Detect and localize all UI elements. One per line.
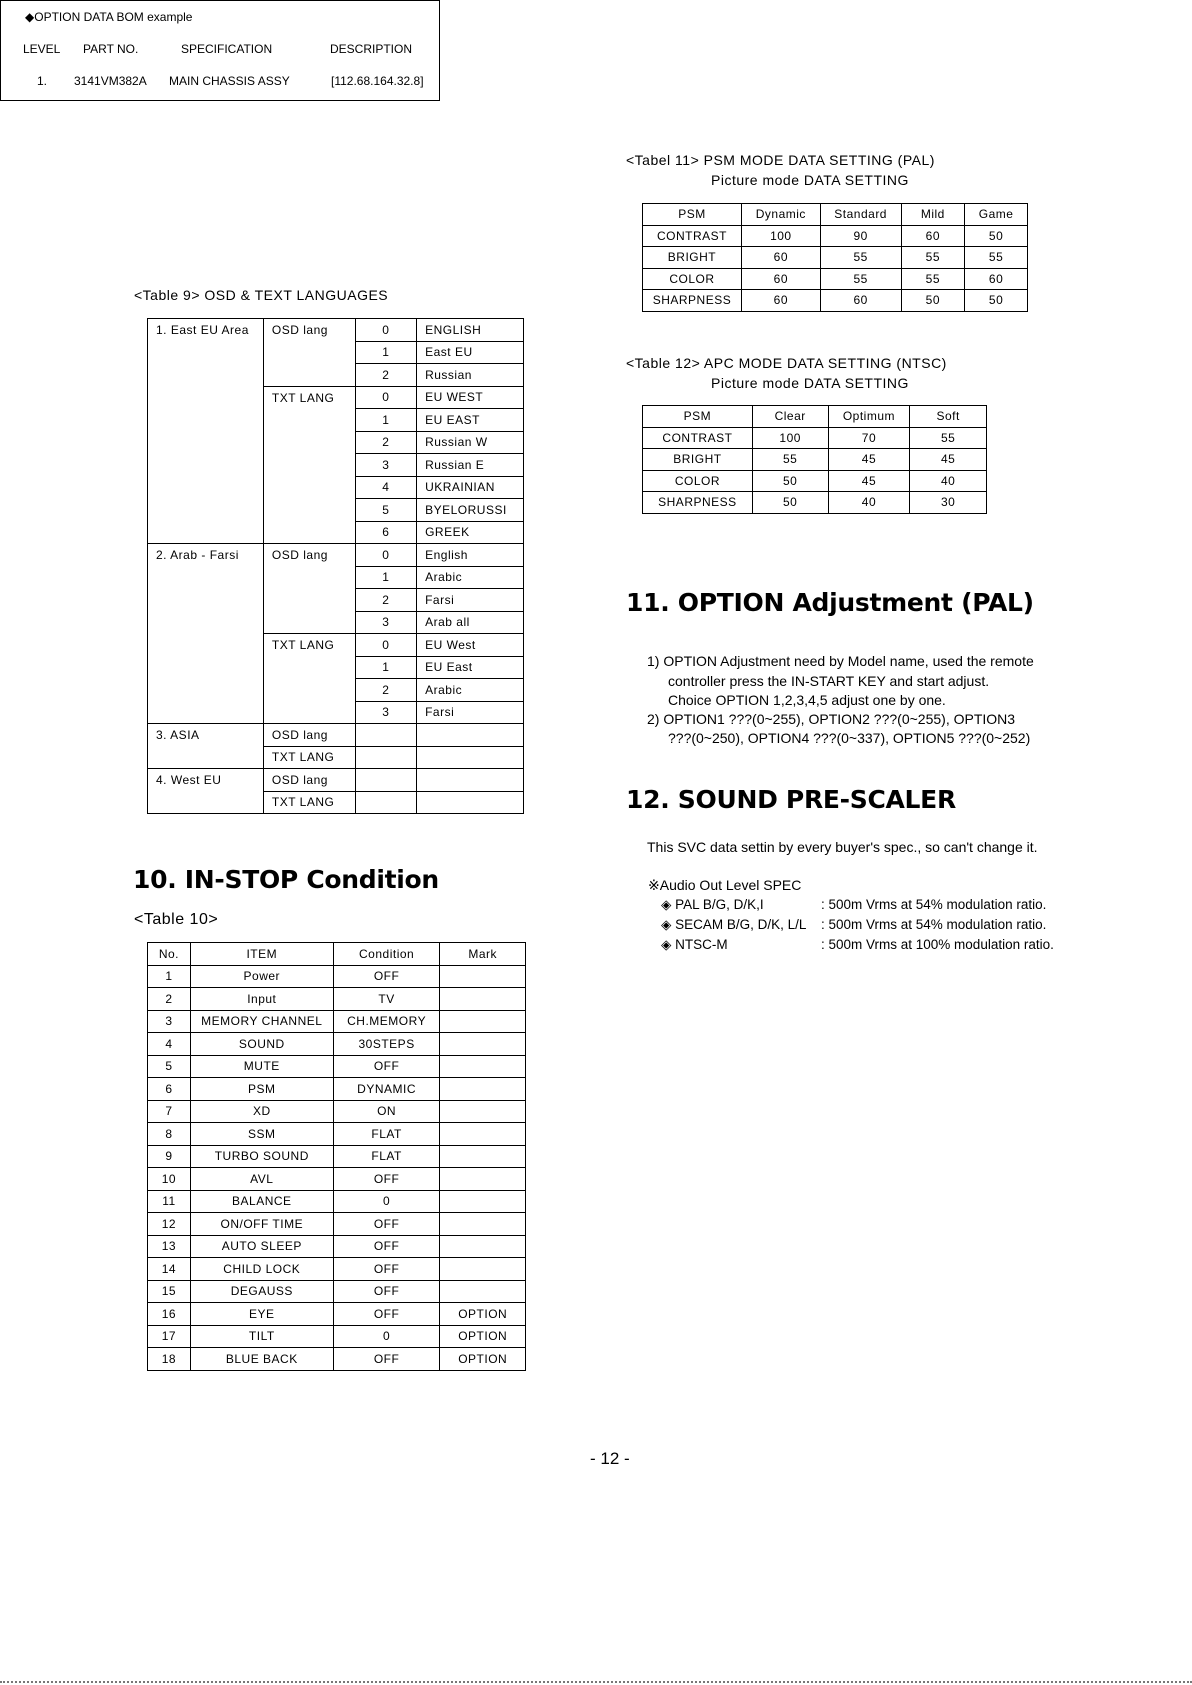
area-cell: 1. East EU Area [148, 319, 264, 544]
table-cell: SSM [190, 1123, 333, 1146]
table-row [148, 1168, 526, 1191]
table-cell: MUTE [190, 1055, 333, 1078]
table-row [643, 449, 987, 471]
psm-mode-table [642, 203, 1028, 312]
code-cell: 3 [355, 611, 416, 634]
table-row [148, 1190, 526, 1213]
table-cell: 55 [965, 247, 1028, 269]
column-header: Game [965, 204, 1028, 226]
audio-spec-value: : 500m Vrms at 54% modulation ratio. [821, 917, 1047, 932]
table-row [148, 1145, 526, 1168]
table-row [148, 988, 526, 1011]
bom-row-spec: MAIN CHASSIS ASSY [169, 74, 290, 88]
language-cell: Farsi [417, 589, 524, 612]
table-cell: 45 [828, 449, 910, 471]
table-cell [440, 1145, 526, 1168]
table-cell: SHARPNESS [643, 492, 753, 514]
table-row [148, 1213, 526, 1236]
table-cell [440, 1213, 526, 1236]
table-cell: OPTION [440, 1325, 526, 1348]
table-cell: BLUE BACK [190, 1348, 333, 1371]
table-cell: CH.MEMORY [333, 1010, 440, 1033]
code-cell: 1 [355, 566, 416, 589]
language-cell: GREEK [417, 521, 524, 544]
table-cell: 55 [820, 268, 901, 290]
bom-row-desc: [112.68.164.32.8] [331, 74, 424, 88]
bom-header-partno: PART NO. [83, 42, 139, 56]
table-cell: AVL [190, 1168, 333, 1191]
table-cell: 6 [148, 1078, 191, 1101]
section11-heading: 11. OPTION Adjustment (PAL) [626, 588, 1034, 617]
table-cell: 0 [333, 1325, 440, 1348]
table-cell: 30STEPS [333, 1033, 440, 1056]
code-cell: 0 [355, 386, 416, 409]
language-cell: East EU [417, 341, 524, 364]
table-cell: 100 [741, 225, 820, 247]
section11-item1-line1: 1) OPTION Adjustment need by Model name, used the remote [647, 653, 1034, 669]
table-cell: BRIGHT [643, 247, 742, 269]
table-cell [440, 1235, 526, 1258]
section11-item2-line2: ???(0~250), OPTION4 ???(0~337), OPTION5 ???(0~252) [668, 730, 1031, 746]
column-header: Mild [901, 204, 965, 226]
table-cell: 50 [752, 470, 828, 492]
table-cell: OFF [333, 1213, 440, 1236]
table-cell [440, 988, 526, 1011]
table-cell: 15 [148, 1280, 191, 1303]
table-cell: 45 [828, 470, 910, 492]
table-row [643, 427, 987, 449]
table-cell [440, 1280, 526, 1303]
table12-caption: <Table 12> APC MODE DATA SETTING (NTSC) [626, 355, 947, 371]
code-cell: 6 [355, 521, 416, 544]
table-cell: OFF [333, 1055, 440, 1078]
table-cell: ON [333, 1100, 440, 1123]
table-cell: 8 [148, 1123, 191, 1146]
table-row [148, 769, 524, 792]
lang-type-cell: TXT LANG [263, 791, 355, 814]
table-row [148, 1078, 526, 1101]
table-row [148, 1348, 526, 1371]
language-cell: EU WEST [417, 386, 524, 409]
bom-row-level: 1. [37, 74, 48, 88]
table-cell: 14 [148, 1258, 191, 1281]
code-cell: 3 [355, 454, 416, 477]
code-cell: 2 [355, 431, 416, 454]
table-cell: FLAT [333, 1123, 440, 1146]
table-row [148, 1123, 526, 1146]
table-cell: 50 [965, 225, 1028, 247]
table-row [643, 268, 1028, 290]
code-cell: 2 [355, 589, 416, 612]
table-row [643, 290, 1028, 312]
table-cell [440, 1010, 526, 1033]
audio-spec-value: : 500m Vrms at 54% modulation ratio. [821, 897, 1047, 912]
language-cell: ENGLISH [417, 319, 524, 342]
table-cell: 60 [820, 290, 901, 312]
in-stop-condition-table [147, 942, 526, 1371]
table-cell: 12 [148, 1213, 191, 1236]
column-header: Mark [440, 943, 526, 966]
table-cell: PSM [190, 1078, 333, 1101]
table-cell: 55 [752, 449, 828, 471]
table-row [148, 1235, 526, 1258]
table-cell: 60 [741, 268, 820, 290]
table9-caption: <Table 9> OSD & TEXT LANGUAGES [134, 287, 389, 303]
code-cell: 2 [355, 364, 416, 387]
lang-type-cell: OSD lang [263, 724, 355, 747]
language-cell: Arab all [417, 611, 524, 634]
column-header: Standard [820, 204, 901, 226]
table-cell: BALANCE [190, 1190, 333, 1213]
table-cell: OFF [333, 1280, 440, 1303]
table11-subcaption: Picture mode DATA SETTING [711, 172, 909, 188]
table-cell: OFF [333, 1168, 440, 1191]
table-cell: 10 [148, 1168, 191, 1191]
table-cell: DEGAUSS [190, 1280, 333, 1303]
table-cell: 18 [148, 1348, 191, 1371]
table-cell: FLAT [333, 1145, 440, 1168]
table-cell: DYNAMIC [333, 1078, 440, 1101]
table-cell: OFF [333, 1235, 440, 1258]
code-cell: 0 [355, 634, 416, 657]
table-cell: 60 [741, 290, 820, 312]
table-cell: 11 [148, 1190, 191, 1213]
table-cell: 1 [148, 965, 191, 988]
table-cell: 50 [752, 492, 828, 514]
audio-spec-name: ◈ NTSC-M [661, 937, 728, 952]
audio-spec-title: ※Audio Out Level SPEC [648, 877, 802, 893]
language-cell: Arabic [417, 566, 524, 589]
table-cell: COLOR [643, 268, 742, 290]
table-cell: MEMORY CHANNEL [190, 1010, 333, 1033]
table-cell [440, 1078, 526, 1101]
table-cell: SOUND [190, 1033, 333, 1056]
table-cell: 40 [910, 470, 987, 492]
audio-spec-value: : 500m Vrms at 100% modulation ratio. [821, 937, 1054, 952]
lang-type-cell: TXT LANG [263, 634, 355, 724]
table-cell: 45 [910, 449, 987, 471]
section11-item1-line2: controller press the IN-START KEY and start adjust. [668, 673, 990, 689]
audio-spec-name: ◈ SECAM B/G, D/K, L/L [661, 917, 807, 932]
table-cell: 50 [965, 290, 1028, 312]
table-cell: 70 [828, 427, 910, 449]
column-header: No. [148, 943, 191, 966]
table-cell [440, 1168, 526, 1191]
language-cell: BYELORUSSI [417, 499, 524, 522]
column-header: Dynamic [741, 204, 820, 226]
table-cell: 2 [148, 988, 191, 1011]
bom-header-desc: DESCRIPTION [330, 42, 413, 56]
table-cell: AUTO SLEEP [190, 1235, 333, 1258]
table-cell: 90 [820, 225, 901, 247]
table-cell: ON/OFF TIME [190, 1213, 333, 1236]
table-cell [440, 965, 526, 988]
bom-header-level: LEVEL [23, 42, 61, 56]
osd-text-languages-table [147, 318, 524, 814]
column-header: ITEM [190, 943, 333, 966]
table-cell: BRIGHT [643, 449, 753, 471]
language-cell: EU West [417, 634, 524, 657]
table-cell: 7 [148, 1100, 191, 1123]
table-row [643, 492, 987, 514]
table-row [148, 1280, 526, 1303]
table11-caption: <Tabel 11> PSM MODE DATA SETTING (PAL) [626, 152, 935, 168]
table-cell: 17 [148, 1325, 191, 1348]
table-header-row [643, 406, 987, 428]
lang-type-cell: TXT LANG [263, 746, 355, 769]
table-row [148, 1325, 526, 1348]
column-header: Optimum [828, 406, 910, 428]
table-cell [440, 1033, 526, 1056]
code-cell: 1 [355, 341, 416, 364]
table-cell [440, 1123, 526, 1146]
table-cell: 55 [901, 247, 965, 269]
table-row [148, 724, 524, 747]
table-cell: TV [333, 988, 440, 1011]
table-row [643, 225, 1028, 247]
section12-heading: 12. SOUND PRE-SCALER [626, 785, 956, 814]
table-row [148, 1033, 526, 1056]
table-cell: OFF [333, 1303, 440, 1326]
language-cell: Farsi [417, 701, 524, 724]
table-cell: 9 [148, 1145, 191, 1168]
page-number: - 12 - [590, 1449, 630, 1468]
table-row [148, 319, 524, 342]
section11-item2-line1: 2) OPTION1 ???(0~255), OPTION2 ???(0~255), OPTION3 [647, 711, 1016, 727]
table-cell: 55 [820, 247, 901, 269]
language-cell: Russian E [417, 454, 524, 477]
section10-heading: 10. IN-STOP Condition [133, 865, 439, 894]
lang-type-cell: OSD lang [263, 544, 355, 634]
table-cell: OFF [333, 1348, 440, 1371]
table-cell: 55 [901, 268, 965, 290]
table-cell: COLOR [643, 470, 753, 492]
column-header: PSM [643, 406, 753, 428]
table-row [148, 1010, 526, 1033]
table-row [148, 1055, 526, 1078]
language-cell: UKRAINIAN [417, 476, 524, 499]
table-cell: Power [190, 965, 333, 988]
code-cell: 3 [355, 701, 416, 724]
table-cell: OFF [333, 1258, 440, 1281]
table-cell: SHARPNESS [643, 290, 742, 312]
table12-subcaption: Picture mode DATA SETTING [711, 375, 909, 391]
table-cell: 40 [828, 492, 910, 514]
code-cell: 1 [355, 656, 416, 679]
table-cell [440, 1258, 526, 1281]
code-cell: 0 [355, 319, 416, 342]
table10-caption: <Table 10> [134, 911, 219, 928]
table-cell: 60 [901, 225, 965, 247]
language-cell: Arabic [417, 679, 524, 702]
table-cell [440, 1100, 526, 1123]
column-header: PSM [643, 204, 742, 226]
column-header: Condition [333, 943, 440, 966]
column-header: Clear [752, 406, 828, 428]
area-cell: 2. Arab - Farsi [148, 544, 264, 724]
table-cell: 100 [752, 427, 828, 449]
table-cell: OPTION [440, 1348, 526, 1371]
lang-type-cell: OSD lang [263, 319, 355, 387]
bom-row-partno: 3141VM382A [74, 74, 147, 88]
section12-intro: This SVC data settin by every buyer's spec., so can't change it. [647, 839, 1038, 855]
language-cell: EU EAST [417, 409, 524, 432]
code-cell: 5 [355, 499, 416, 522]
apc-mode-table [642, 405, 987, 514]
table-cell: 60 [741, 247, 820, 269]
table-row [148, 1258, 526, 1281]
table-row [148, 544, 524, 567]
table-cell: XD [190, 1100, 333, 1123]
table-row [148, 1303, 526, 1326]
language-cell: EU East [417, 656, 524, 679]
table-cell: 16 [148, 1303, 191, 1326]
language-cell: English [417, 544, 524, 567]
table-cell: 30 [910, 492, 987, 514]
area-cell: 4. West EU [148, 769, 264, 814]
table-cell: EYE [190, 1303, 333, 1326]
table-cell: 3 [148, 1010, 191, 1033]
table-header-row [643, 204, 1028, 226]
language-cell: Russian [417, 364, 524, 387]
table-cell [440, 1190, 526, 1213]
table-row [148, 1100, 526, 1123]
table-cell: OPTION [440, 1303, 526, 1326]
lang-type-cell: TXT LANG [263, 386, 355, 544]
bom-title: ◆OPTION DATA BOM example [25, 10, 193, 24]
table-cell: CONTRAST [643, 427, 753, 449]
area-cell: 3. ASIA [148, 724, 264, 769]
table-cell [440, 1055, 526, 1078]
column-header: Soft [910, 406, 987, 428]
code-cell: 0 [355, 544, 416, 567]
table-cell: 0 [333, 1190, 440, 1213]
table-header-row [148, 943, 526, 966]
page-edge [0, 1681, 1192, 1683]
table-cell: 5 [148, 1055, 191, 1078]
code-cell: 2 [355, 679, 416, 702]
table-row [148, 965, 526, 988]
lang-type-cell: OSD lang [263, 769, 355, 792]
table-cell: TILT [190, 1325, 333, 1348]
bom-example-box [0, 0, 440, 101]
code-cell: 1 [355, 409, 416, 432]
code-cell: 4 [355, 476, 416, 499]
table-cell: OFF [333, 965, 440, 988]
table-cell: TURBO SOUND [190, 1145, 333, 1168]
audio-spec-name: ◈ PAL B/G, D/K,I [661, 897, 764, 912]
table-row [643, 247, 1028, 269]
table-cell: 50 [901, 290, 965, 312]
table-cell: 55 [910, 427, 987, 449]
bom-header-spec: SPECIFICATION [181, 42, 273, 56]
section11-item1-line3: Choice OPTION 1,2,3,4,5 adjust one by one. [668, 692, 946, 708]
table-row [643, 470, 987, 492]
language-cell: Russian W [417, 431, 524, 454]
table-cell: CONTRAST [643, 225, 742, 247]
table-cell: Input [190, 988, 333, 1011]
table-cell: CHILD LOCK [190, 1258, 333, 1281]
table-cell: 13 [148, 1235, 191, 1258]
table-cell: 60 [965, 268, 1028, 290]
table-cell: 4 [148, 1033, 191, 1056]
